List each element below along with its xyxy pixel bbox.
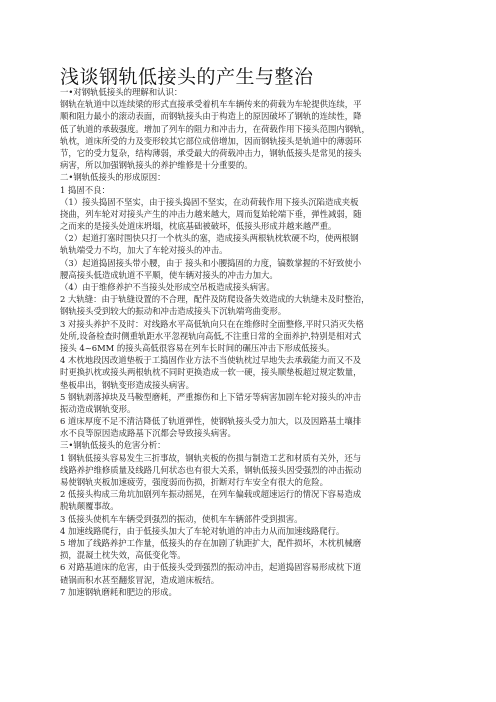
text-line: 接头 4~6MM 的接头高低很容易在列车长时间的碾压冲击下形成低接头。 (60, 342, 335, 353)
text-line: 节，它的受力复杂，结构薄弱，承受最大的荷载冲击力，钢轨低接头是常见的接头 (60, 147, 362, 158)
text-line: 顺和阻力最小的滚动表面，而钢轨接头由于构造上的原因破坏了钢轨的连续性，降 (60, 111, 362, 122)
text-line: （1）接头捣固不坚实，由于接头捣固不坚实，在动荷载作用下接头沉陷造成夹板 (60, 196, 359, 207)
text-line: 病害，所以加强钢轨接头的养护维修是十分重要的。 (60, 160, 253, 171)
text-line: （3）起道捣固接头带小腰，由于 接头和小腰捣固的力度，镐数掌握的不好致使小 (60, 257, 362, 268)
text-line: 4 加速线路爬行，由于低接头加大了车轮对轨道的冲击力从而加速线路爬行。 (60, 525, 345, 536)
text-line: （2）起道打塞时围快只打一个枕头的塞，造成接头两根轨枕软硬不均，使两根钢 (60, 233, 359, 244)
text-line: 2 低接头构成三角坑加剧列车振动摇晃，在列车偏载或超速运行的情况下容易造成 (60, 489, 362, 500)
text-line: 一•对钢轨低接头的理解和认识： (60, 87, 183, 97)
text-line: 易使钢轨夹板加速疲劳，强度弱而伤损，折断对行车安全有很大的危险。 (60, 477, 328, 487)
text-line: 1 捣固不良： (60, 184, 110, 195)
document-title: 浅谈钢轨低接头的产生与整治 (60, 66, 314, 88)
text-line: 4 木枕地段因改道垫板于工捣固作业方法不当使轨枕过早地失去承载能力而又不及 (60, 355, 362, 366)
text-line: 时更换扒枕或接头两根轨枕不同时更换造成一软一硬，接头顺垫板超过规定数量， (60, 367, 362, 378)
text-line: 脱轨颠覆事故。 (60, 501, 119, 512)
text-line: 之而来的是接头处道床坍塌，枕底基础被破坏，低接头形成并越来越严重。 (60, 221, 337, 232)
text-line: 腰高接头低造成轨道不平顺，使车辆对接头的冲击力加大。 (60, 269, 278, 280)
document-body (60, 86, 422, 598)
text-line: 7 加速钢轨磨耗和肥边的形成。 (60, 586, 177, 597)
text-line: 6 对路基道床的危害，由于低接头受到强烈的振动冲击，起道捣固容易形成枕下道 (60, 562, 362, 573)
text-line: 1 钢轨低接头容易发生三折事故，钢轨夹板的伤损与制造工艺和材质有关外，还与 (60, 452, 362, 463)
text-line: 水不良等原因造成路基下沉都会导致接头病害。 (60, 428, 236, 439)
text-line: 3 对接头养护不及时：对线路水平高低轨向只在在维修时全面整修,平时只消灭失格 (60, 318, 364, 329)
text-line: 垫板串出，钢轨变形造成接头病害。 (60, 379, 194, 390)
text-line: 6 道床厚度不足不清洁降低了轨道弹性，使钢轨接头受力加大，以及因路基土壤排 (60, 416, 362, 427)
text-line: 低了轨道的承载强度。增加了列车的阻力和冲击力，在荷载作用下接头范围内钢轨， (60, 123, 370, 134)
text-line: 轨枕，道床所受的力及变形较其它部位成倍增加，因而钢轨接头是轨道中的薄弱环 (60, 135, 362, 146)
text-line: 线路养护维修质量及线路几何状态也有很大关系，钢轨低接头因受强烈的冲击振动 (60, 464, 362, 475)
text-line: （4）由于维修养护不当接头处形成空吊板造成接头病害。 (60, 282, 275, 292)
text-line: 二•钢轨低接头的形成原因： (60, 172, 166, 183)
text-line: 3 低接头使机车车辆受到强烈的振动，使机车车辆部件受到损害。 (60, 513, 303, 524)
text-line: 挠曲，列车轮对对接头产生的冲击力越来越大，周而复始轮端下垂，弹性减弱，随 (60, 208, 362, 219)
text-line: 5 增加了线路养护工作量，低接头的存在加剧了轨距扩大，配件损坏，木枕机械磨 (60, 537, 362, 548)
text-line: 轨轨端受力不均，加大了车轮对接头的冲击。 (60, 245, 228, 256)
text-line: 损，混凝土枕失效，高低变化等。 (60, 550, 186, 561)
text-line: 振动造成钢轨变形。 (60, 403, 136, 414)
text-line: 碴锅而积水甚至翻浆冒泥，造成道床板结。 (60, 574, 220, 585)
text-line: 钢轨接头受到较大的振动和冲击造成接头下沉轨端弯曲变形。 (60, 306, 287, 317)
text-line: 钢轨在轨道中以连续梁的形式直接承受着机车车辆传来的荷载为车轮提供连续，平 (60, 99, 362, 110)
text-line: 5 钢轨剥落掉块及马鞍型磨耗，严重擦伤和上下错牙等病害加剧车轮对接头的冲击 (60, 391, 362, 402)
text-line: 2 大轨缝：由于轨缝设置的不合理，配件及防爬设备失效造成的大轨缝未及时整治， (60, 294, 370, 305)
text-line: 三•钢轨低接头的危害分析： (60, 440, 166, 451)
text-line: 处所,设备检查时侧重轨距水平忽视轨向高低,不注重日常的全面养护,特别是相对式 (60, 330, 362, 341)
